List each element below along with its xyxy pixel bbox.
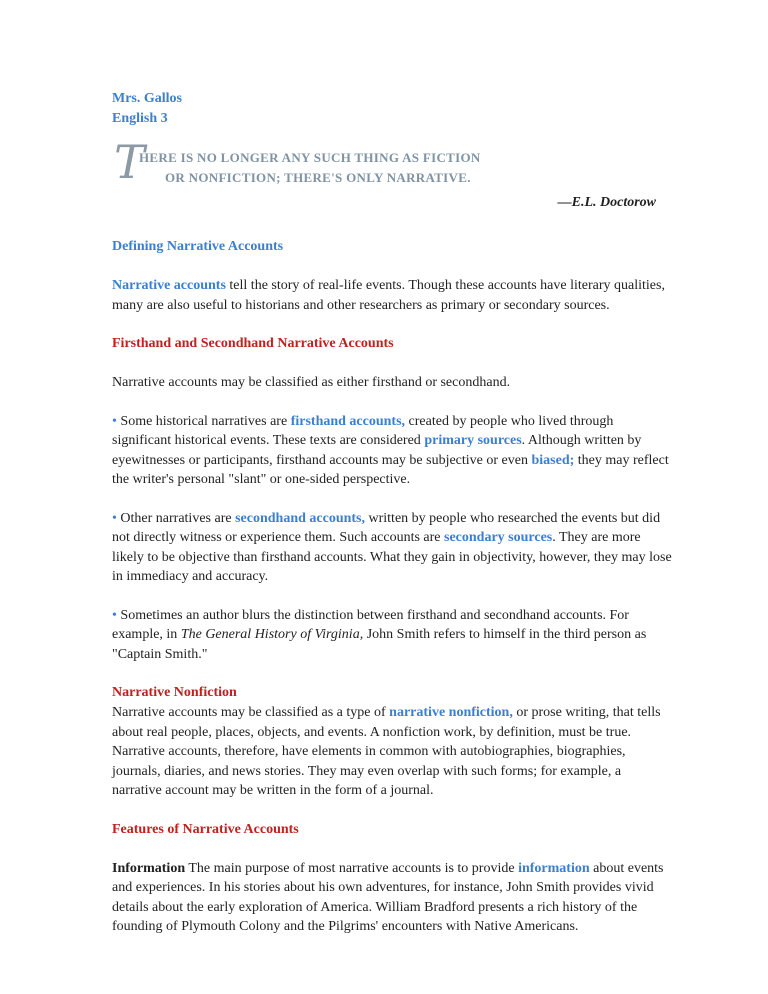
- bullet-secondhand: • Other narratives are secondhand accounts, written by people who researched the events but did not directly witness or experience them. Such accounts are secondary sources. They are more likely to be objective than firsthand accounts. What they gain in objectivity, however, they may lose in immediacy and accuracy.: [112, 510, 672, 584]
- bullet-firsthand: • Some historical narratives are firsthand accounts, created by people who lived through significant historical events. These texts are considered primary sources. Although written by eyewitnesses or participants, firsthand accounts may be subjective or even biased; they may reflect the writer's personal "slant" or one-sided perspective.: [112, 413, 669, 487]
- term-firsthand-accounts: firsthand accounts,: [290, 413, 406, 429]
- bullet-marker: •: [112, 607, 117, 623]
- heading-features: Features of Narrative Accounts: [112, 821, 299, 837]
- paragraph-nonfiction: Narrative accounts may be classified as a type of narrative nonfiction, or prose writing, that tells about real people, places, objects, and events. A nonfiction work, by definition, must be true. Narrative accounts, therefore, have elements in common with autobiographies, biographies, journals, diaries, and news stories. They may even overlap with such forms; for example, a narrative account may be written in the form of a journal.: [112, 705, 661, 798]
- term-narrative-nonfiction: narrative nonfiction,: [389, 705, 513, 720]
- course-name: English 3: [112, 111, 168, 126]
- epigraph-quote: [112, 135, 672, 229]
- term-secondhand-accounts: secondhand accounts,: [235, 510, 365, 526]
- bullet-marker: •: [112, 510, 117, 526]
- quote-line-2: OR NONFICTION; THERE'S ONLY NARRATIVE.: [165, 170, 471, 185]
- teacher-name: Mrs. Gallos: [112, 91, 182, 106]
- bullet-blurred-distinction: • Sometimes an author blurs the distinction between firsthand and secondhand accounts. For example, in The General History of Virginia, John Smith refers to himself in the third person as "Captain Smith.": [112, 607, 647, 662]
- term-secondary-sources: secondary sources: [444, 530, 553, 545]
- document-page: [112, 89, 672, 937]
- term-narrative-accounts: Narrative accounts: [112, 278, 226, 293]
- quote-line-1: HERE IS NO LONGER ANY SUCH THING AS FICTION: [139, 150, 481, 165]
- term-biased: biased;: [531, 452, 575, 468]
- heading-firsthand-secondhand: Firsthand and Secondhand Narrative Accounts: [112, 336, 394, 351]
- paragraph-information: Information The main purpose of most narrative accounts is to provide information about events and experiences. In his stories about his own adventures, for instance, John Smith provides vivid details about the early exploration of America. William Bradford presents a rich history of the founding of Plymouth Colony and the Pilgrims' encounters with Native Americans.: [112, 860, 664, 934]
- quote-author: —E.L. Doctorow: [557, 195, 656, 210]
- quote-drop-cap: T: [114, 135, 145, 189]
- heading-narrative-nonfiction: Narrative Nonfiction: [112, 685, 237, 700]
- heading-defining: Defining Narrative Accounts: [112, 239, 284, 254]
- term-primary-sources: primary sources: [424, 433, 522, 448]
- book-title: The General History of Virginia,: [180, 627, 364, 642]
- paragraph-classified: Narrative accounts may be classified as either firsthand or secondhand.: [112, 375, 511, 390]
- term-information: information: [518, 860, 590, 876]
- label-information: Information: [112, 860, 186, 876]
- paragraph-defining: Narrative accounts tell the story of real-life events. Though these accounts have literary qualities, many are also useful to historians and other researchers as primary or secondary sources.: [112, 278, 665, 313]
- bullet-marker: •: [112, 413, 117, 429]
